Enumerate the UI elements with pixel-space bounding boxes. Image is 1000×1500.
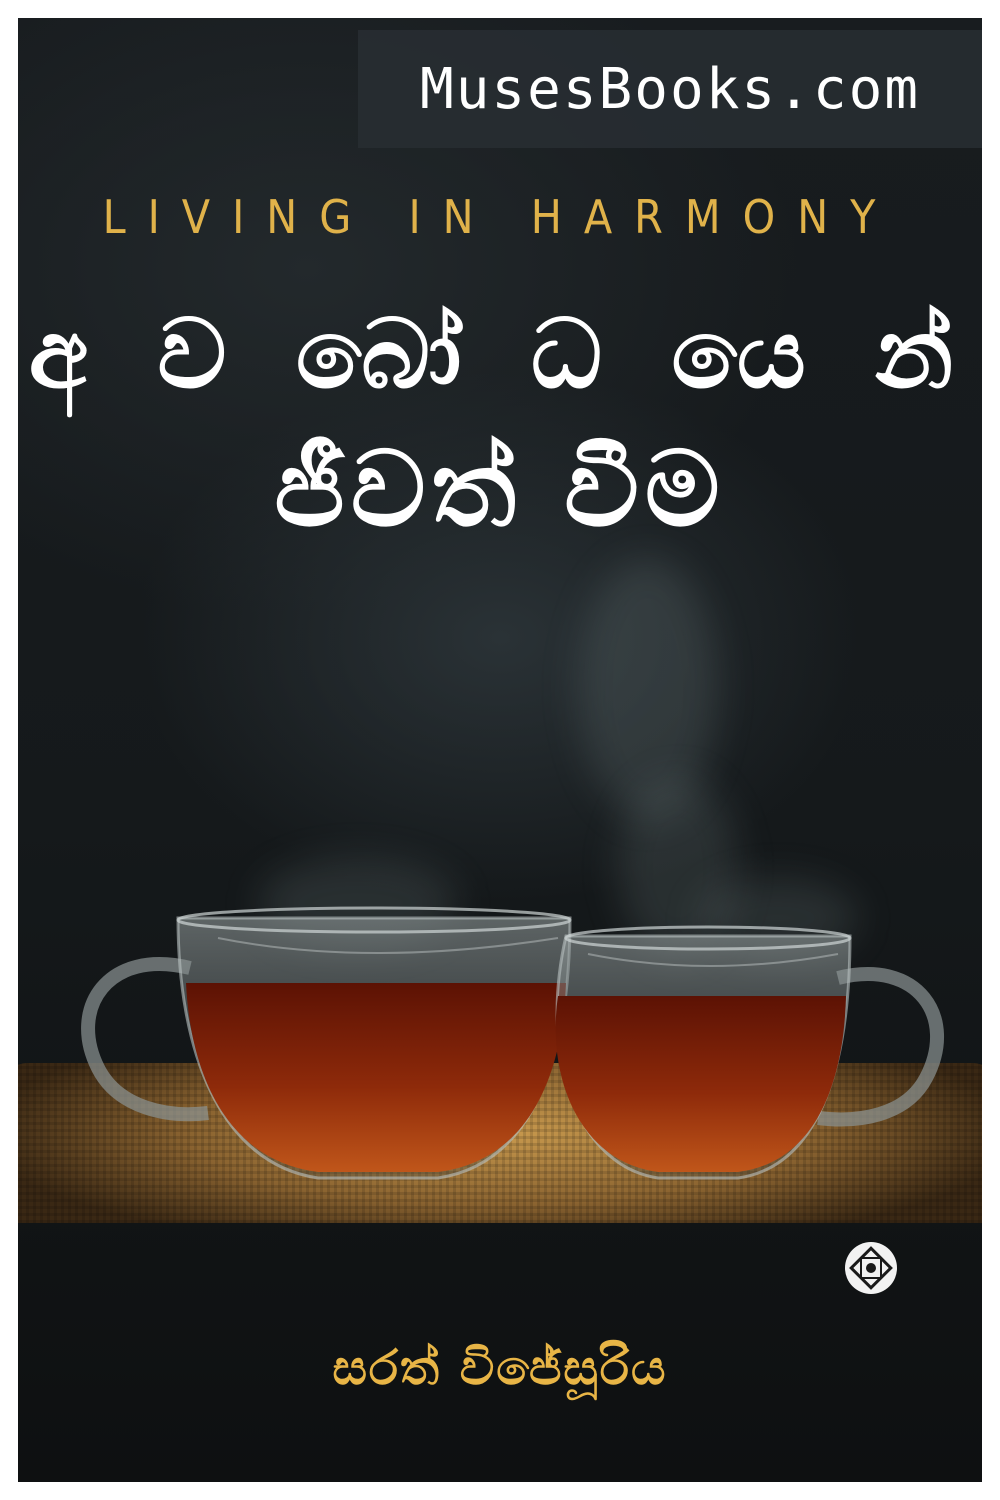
- steam-wisp: [578, 558, 718, 818]
- title-line-1: අ ව බෝ ධ යෙ න්: [28, 298, 972, 410]
- author-name: සරත් විජේසූරිය: [332, 1340, 668, 1396]
- book-cover: [18, 18, 982, 1482]
- watermark-text: MusesBooks.com: [419, 56, 920, 122]
- watermark-banner: [358, 30, 982, 148]
- publisher-emblem-icon: [843, 1240, 899, 1296]
- tea-cups-illustration: [18, 878, 982, 1198]
- title-line-2: ජීවත් වීම: [274, 428, 726, 550]
- english-subtitle: LIVING IN HARMONY: [102, 190, 898, 244]
